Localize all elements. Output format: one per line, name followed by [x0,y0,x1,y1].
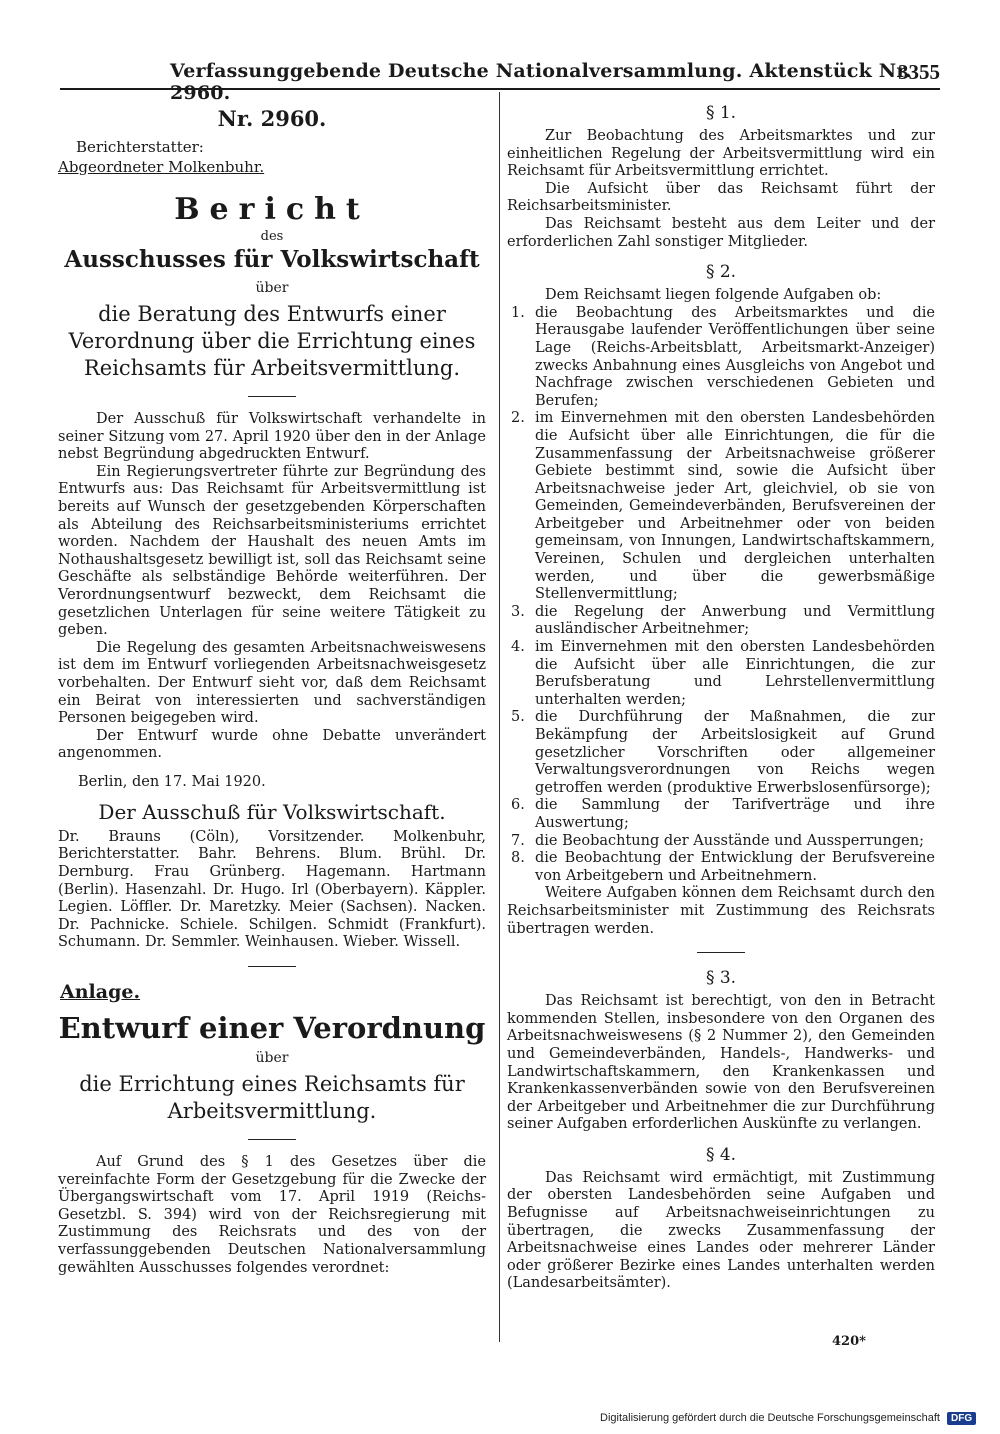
header-title: Verfassunggebende Deutsche Nationalversammlung. Aktenstück Nr. 2960. [170,60,912,104]
page-number: 3355 [898,60,940,84]
report-paragraph: Ein Regierungsvertreter führte zur Begründung des Entwurfs aus: Das Reichsamt für Arbeitsvermittlung ist bereits auf Wunsch der gesetzgebenden Körperschaften als Abteilung des Reichsarbeitsministeriums errichtet worden. Nachdem der Haushalt des neuen Amts im Nothaushaltsgesetz bewilligt ist, soll das Reichsamt seine Geschäfte als selbständige Behörde weiterführen. Der Verordnungsentwurf bezweckt, dem Reichsamt die gesetzlichen Unterlagen für seine weitere Tätigkeit zu geben. [58,463,486,639]
report-paragraph: Die Regelung des gesamten Arbeitsnachweiswesens ist dem im Entwurf vorliegenden Arbeitsnachweisgesetz vorbehalten. Der Entwurf sieht vor, daß dem Reichsamt ein Beirat von interessierten und sachverständigen Personen beigegeben wird. [58,639,486,727]
preamble: Auf Grund des § 1 des Gesetzes über die vereinfachte Form der Gesetzgebung für die Zwecke der Übergangswirtschaft vom 17. April 1919 (Reichs-Gesetzbl. S. 394) wird von der Reichsregierung mit Zustimmung des Reichsrats und des von der verfassunggebenden Deutschen Nationalversammlung gewählten Ausschusses folgendes verordnet: [58,1154,486,1276]
section-1-paragraph: Das Reichsamt besteht aus dem Leiter und der erforderlichen Zahl sonstiger Mitglieder. [507,215,935,250]
running-header [60,58,940,104]
section-divider [248,966,296,967]
report-paragraph: Der Ausschuß für Volkswirtschaft verhandelte in seiner Sitzung vom 27. April 1920 über den in der Anlage nebst Begründung abgedruckten Entwurf. [58,411,486,463]
section-2-intro: Dem Reichsamt liegen folgende Aufgaben ob: [545,287,882,304]
section-1-heading: § 1. [705,103,737,123]
report-heading: Bericht [174,192,370,227]
column-divider [499,92,500,1342]
task-list [507,305,935,886]
draft-subject: die Errichtung eines Reichsamts für Arbeitsvermittlung. [79,1072,465,1124]
section-divider [697,952,745,953]
section-2-heading: § 2. [705,262,737,283]
committee-signature-heading: Der Ausschuß für Volkswirtschaft. [98,799,446,824]
right-column [507,98,935,1293]
list-item: 6. die Sammlung der Tarifverträge und ihre Auswertung; [511,797,935,831]
ueber-text: über [255,280,289,296]
report-paragraph: Der Entwurf wurde ohne Debatte unverändert angenommen. [58,727,486,762]
list-item: 2. im Einvernehmen mit den obersten Landesbehörden die Aufsicht über alle Einrichtungen, die für die Zusammenfassung der Arbeitsnachweise größerer Gebiete bestimmt sind, sowie die Aufsicht über Arbeitsnachweise jeder Art, gleichviel, ob sie von Gemeinden, Gemeindeverbänden, Berufsvereinen der Arbeitgeber und Arbeitnehmer oder von beiden gemeinsam, von Innungen, Landwirtschaftskammern, Vereinen, Schulen und dergleichen unterhalten werden, und über die gewerbsmäßige Stellenvermittlung; [511,410,935,603]
left-column [58,98,486,1277]
footer-credit [600,1412,976,1425]
list-item: 5. die Durchführung der Maßnahmen, die zur Bekämpfung der Arbeitslosigkeit auf Grund gesetzlicher Vorschriften oder allgemeiner Verwaltungsverordnungen von Reichs wegen getroffen werden (produktive Erwerbslosenfürsorge); [511,709,935,796]
committee-members: Dr. Brauns (Cöln), Vorsitzender. Molkenbuhr, Berichterstatter. Bahr. Behrens. Blum. Brühl. Dr. Dernburg. Frau Grünberg. Hagemann. Hartmann (Berlin). Hasenzahl. Dr. Hugo. Irl (Oberbayern). Käppler. Legien. Löffler. Dr. Maretzky. Meier (Sachsen). Nacken. Dr. Pachnicke. Schiele. Schilgen. Schmidt (Frankfurt). Schumann. Dr. Semmler. Weinhausen. Wieber. Wissell. [58,828,486,951]
section-4-heading: § 4. [705,1144,737,1165]
list-item: 4. im Einvernehmen mit den obersten Landesbehörden die Aufsicht über alle Einrichtungen, die zur Berufsberatung und Lehrstellenvermittlung unterhalten werden; [511,639,935,708]
list-item: 7. die Beobachtung der Ausstände und Aussperrungen; [511,832,924,849]
section-divider [248,396,296,397]
section-4-paragraph: Das Reichsamt wird ermächtigt, mit Zustimmung der obersten Landesbehörden seine Aufgaben und Befugnisse auf Arbeitsnachweiseinrichtungen zu übertragen, die zwecks Zusammenfassung der Arbeitsnachweise eines Landes oder mehrerer Länder oder größerer Bezirke eines Landes unterhalten werden (Landesarbeitsämter). [507,1169,935,1292]
section-1-paragraph: Die Aufsicht über das Reichsamt führt der Reichsarbeitsminister. [507,180,935,215]
report-date: Berlin, den 17. Mai 1920. [78,773,266,790]
ueber-text: über [255,1050,289,1067]
report-subject: die Beratung des Entwurfs einer Verordnung über die Errichtung eines Reichsamts für Arbeitsvermittlung. [68,302,476,380]
committee-title: Ausschusses für Volkswirtschaft [64,246,480,273]
section-3-heading: § 3. [705,968,737,989]
reporter-label: Berichterstatter: [76,138,204,156]
list-item: 8. die Beobachtung der Entwicklung der Berufsvereine von Arbeitgebern und Arbeitnehmern. [511,850,935,884]
reporter-name: Abgeordneter Molkenbuhr. [58,158,265,176]
annex-label: Anlage. [60,981,141,1004]
section-3-paragraph: Das Reichsamt ist berechtigt, von den in Betracht kommenden Stellen, insbesondere von den Organen des Arbeitsnachweiswesens (§ 2 Nummer 2), den Gemeinden und Gemeindeverbänden, Handels-, Handwerks- und Landwirtschaftskammern, den Krankenkassen und Krankenkassenverbänden sowie von den Berufsvereinen der Arbeitgeber und Arbeitnehmer die zur Durchführung seiner Aufgaben erforderlichen Auskünfte zu verlangen. [507,993,935,1133]
list-item: 3. die Regelung der Anwerbung und Vermittlung ausländischer Arbeitnehmer; [511,603,935,638]
section-1-paragraph: Zur Beobachtung des Arbeitsmarktes und zur einheitlichen Regelung der Arbeitsvermittlung wird ein Reichsamt für Arbeitsvermittlung errichtet. [507,128,935,180]
document-number: Nr. 2960. [217,106,327,131]
des-text: des [260,229,284,244]
dfg-logo-icon: DFG [947,1412,976,1425]
footer-text: Digitalisierung gefördert durch die Deutsche Forschungsgemeinschaft [600,1412,940,1424]
draft-title: Entwurf einer Verordnung [58,1011,486,1046]
list-item: 1. die Beobachtung des Arbeitsmarktes und die Herausgabe laufender Veröffentlichungen über seine Lage (Reichs-Arbeitsblatt, Arbeitsmarkt-Anzeiger) zwecks Anbahnung eines Ausgleichs von Angebot und Nachfrage zwischen verschiedenen Gebieten und Berufen; [511,304,935,409]
signature-mark: 420* [832,1334,866,1349]
section-2-outro: Weitere Aufgaben können dem Reichsamt durch den Reichsarbeitsminister mit Zustimmung des Reichsrats übertragen werden. [507,885,935,937]
section-divider [248,1139,296,1140]
